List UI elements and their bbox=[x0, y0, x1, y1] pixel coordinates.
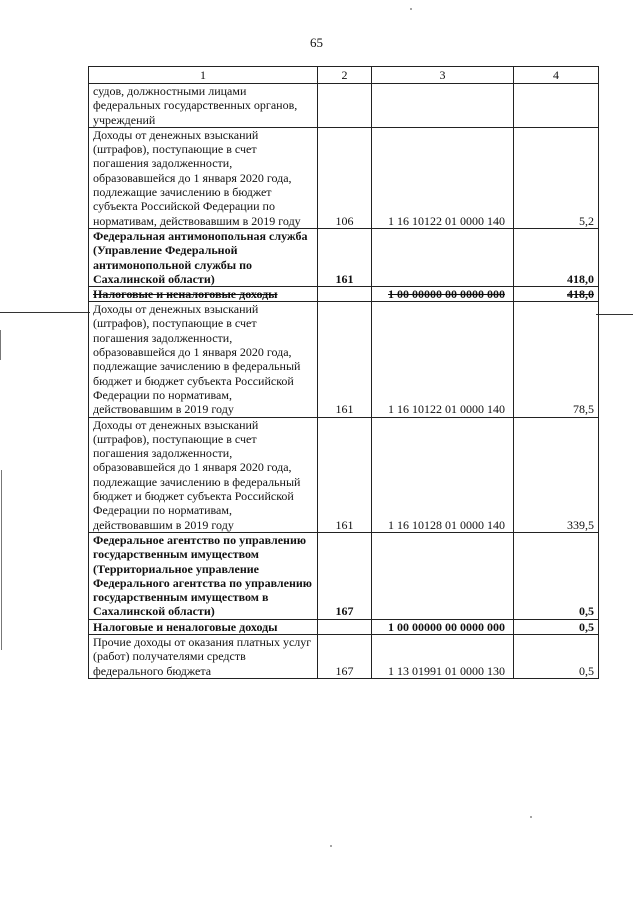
header-col-1: 1 bbox=[89, 67, 318, 84]
table-row bbox=[89, 302, 599, 417]
row-name: Доходы от денежных взысканий (штрафов), поступающие в счет погашения задолженности, образовавшейся до 1 января 2020 года, подлежащие зачислению в федеральный бюджет и бюджет субъекта Российской Федерации по нормативам, действовавшим в 2019 году bbox=[89, 302, 318, 417]
row-kbk: 1 16 10122 01 0000 140 bbox=[372, 127, 514, 228]
row-code bbox=[318, 287, 372, 302]
row-code bbox=[318, 84, 372, 128]
row-amount: 0,5 bbox=[514, 532, 599, 619]
row-kbk bbox=[372, 532, 514, 619]
header-col-3: 3 bbox=[372, 67, 514, 84]
row-code: 167 bbox=[318, 532, 372, 619]
table-row bbox=[89, 84, 599, 128]
row-code: 167 bbox=[318, 634, 372, 678]
row-amount: 78,5 bbox=[514, 302, 599, 417]
table-header-row bbox=[89, 67, 599, 84]
row-amount: 418,0 bbox=[514, 228, 599, 286]
page-number: 65 bbox=[310, 35, 323, 50]
table-row-agency bbox=[89, 228, 599, 286]
row-kbk bbox=[372, 84, 514, 128]
row-code: 161 bbox=[318, 302, 372, 417]
revenue-table bbox=[88, 66, 599, 679]
row-code bbox=[318, 619, 372, 634]
table-row bbox=[89, 417, 599, 532]
row-name: судов, должностными лицами федеральных государственных органов, учреждений bbox=[89, 84, 318, 128]
row-kbk: 1 13 01991 01 0000 130 bbox=[372, 634, 514, 678]
row-kbk: 1 16 10122 01 0000 140 bbox=[372, 302, 514, 417]
table-row-agency bbox=[89, 532, 599, 619]
row-amount: 0,5 bbox=[514, 634, 599, 678]
row-name: Федеральная антимонопольная служба (Управление Федеральной антимонопольной службы по Сахалинской области) bbox=[89, 228, 318, 286]
row-kbk: 1 16 10128 01 0000 140 bbox=[372, 417, 514, 532]
row-code: 161 bbox=[318, 417, 372, 532]
table-row bbox=[89, 634, 599, 678]
strike-line-right bbox=[596, 314, 633, 315]
row-name bbox=[89, 287, 318, 302]
header-col-2: 2 bbox=[318, 67, 372, 84]
row-amount bbox=[514, 84, 599, 128]
row-amount-text: 418,0 bbox=[567, 287, 594, 302]
scan-margin-mark bbox=[0, 330, 1, 360]
row-kbk: 1 00 00000 00 0000 000 bbox=[372, 619, 514, 634]
row-amount: 339,5 bbox=[514, 417, 599, 532]
table-row bbox=[89, 127, 599, 228]
row-code: 161 bbox=[318, 228, 372, 286]
table-row-subtotal bbox=[89, 287, 599, 302]
row-name: Федеральное агентство по управлению государственным имуществом (Территориальное управление Федерального агентства по управлению государственным имуществом в Сахалинской области) bbox=[89, 532, 318, 619]
strike-line-left bbox=[0, 312, 90, 313]
row-code: 106 bbox=[318, 127, 372, 228]
row-kbk bbox=[372, 287, 514, 302]
row-amount: 0,5 bbox=[514, 619, 599, 634]
row-name-text: Налоговые и неналоговые доходы bbox=[93, 287, 278, 302]
row-amount: 5,2 bbox=[514, 127, 599, 228]
scan-speck bbox=[330, 845, 332, 847]
scan-speck bbox=[530, 816, 532, 818]
row-kbk bbox=[372, 228, 514, 286]
scan-speck bbox=[410, 8, 412, 10]
row-name: Прочие доходы от оказания платных услуг (работ) получателями средств федерального бюджета bbox=[89, 634, 318, 678]
row-name: Доходы от денежных взысканий (штрафов), поступающие в счет погашения задолженности, образовавшейся до 1 января 2020 года, подлежащие зачислению в федеральный бюджет и бюджет субъекта Российской Федерации по нормативам, действовавшим в 2019 году bbox=[89, 417, 318, 532]
row-name: Налоговые и неналоговые доходы bbox=[89, 619, 318, 634]
table-row-subtotal bbox=[89, 619, 599, 634]
row-kbk-text: 1 00 00000 00 0000 000 bbox=[388, 287, 505, 302]
header-col-4: 4 bbox=[514, 67, 599, 84]
row-name: Доходы от денежных взысканий (штрафов), поступающие в счет погашения задолженности, образовавшейся до 1 января 2020 года, подлежащие зачислению в бюджет субъекта Российской Федерации по нормативам, действовавшим в 2019 году bbox=[89, 127, 318, 228]
row-amount bbox=[514, 287, 599, 302]
scan-margin-mark bbox=[1, 470, 2, 650]
